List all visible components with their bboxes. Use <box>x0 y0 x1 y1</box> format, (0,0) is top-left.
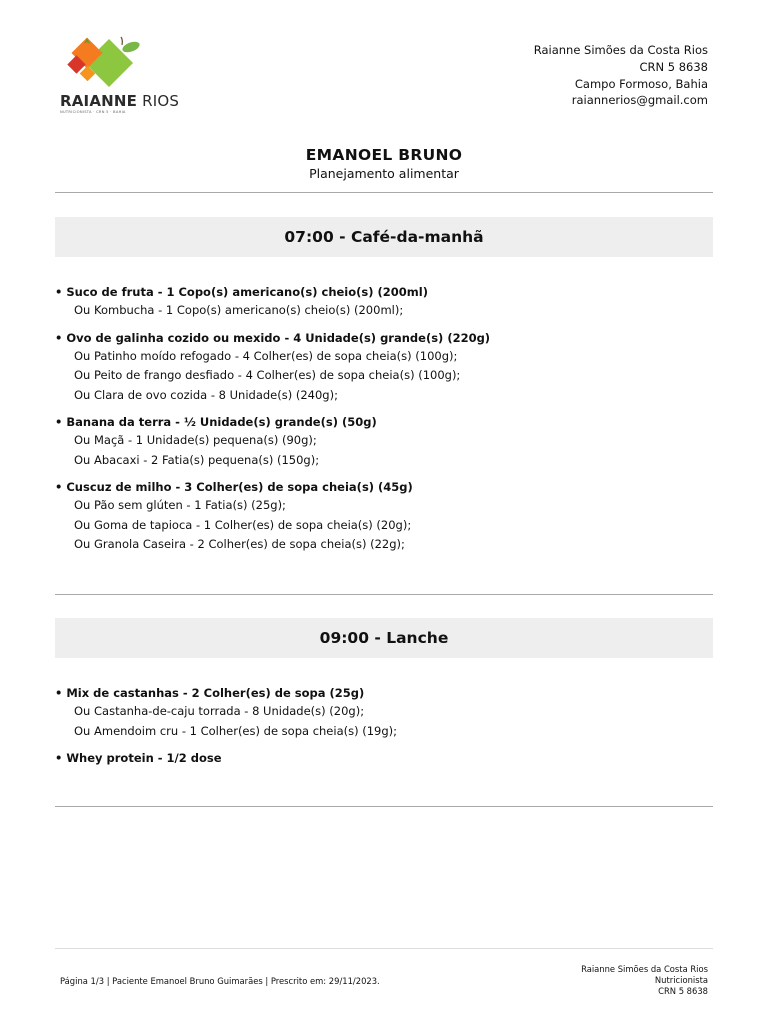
item-alternative: Ou Maçã - 1 Unidade(s) pequena(s) (90g); <box>74 433 317 447</box>
meal-header-breakfast: 07:00 - Café-da-manhã <box>55 217 713 257</box>
item-alternative: Ou Pão sem glúten - 1 Fatia(s) (25g); <box>74 498 286 512</box>
item-main: • Ovo de galinha cozido ou mexido - 4 Unidade(s) grande(s) (220g) <box>55 330 491 345</box>
item-alternative: Ou Abacaxi - 2 Fatia(s) pequena(s) (150g); <box>74 452 320 467</box>
footer-name: Raianne Simões da Costa Rios <box>581 964 708 974</box>
divider <box>55 192 713 193</box>
nutritionist-contact <box>534 42 708 109</box>
item-alternative: Ou Patinho moído refogado - 4 Colher(es) de sopa cheia(s) (100g); <box>74 348 458 363</box>
meal-item <box>55 283 715 321</box>
contact-email[interactable]: raiannerios@gmail.com <box>571 93 708 108</box>
footer-role: Nutricionista <box>654 975 708 985</box>
item-alternative: Ou Clara de ovo cozida - 8 Unidade(s) (240g); <box>74 387 338 402</box>
brand-logo <box>56 36 180 114</box>
item-main: • Mix de castanhas - 2 Colher(es) de sopa (25g) <box>55 686 365 700</box>
meal-item <box>55 478 715 555</box>
item-alternative: Ou Kombucha - 1 Copo(s) americano(s) cheio(s) (200ml); <box>74 303 404 317</box>
item-main: • Whey protein - 1/2 dose <box>55 751 222 765</box>
meal-items-breakfast <box>55 283 715 563</box>
meal-header-snack: 09:00 - Lanche <box>55 618 713 658</box>
footer-divider <box>55 948 713 949</box>
logo-mark-icon <box>56 36 156 94</box>
divider <box>55 806 713 807</box>
contact-name: Raianne Simões da Costa Rios <box>533 43 708 57</box>
meal-item <box>55 413 715 470</box>
plan-subtitle: Planejamento alimentar <box>309 166 459 181</box>
item-alternative: Ou Castanha-de-caju torrada - 8 Unidade(s) (20g); <box>74 704 365 718</box>
patient-name: EMANOEL BRUNO <box>305 146 463 164</box>
item-main: • Banana da terra - ½ Unidade(s) grande(s) (50g) <box>55 415 377 429</box>
footer-page-info: Página 1/3 | Paciente Emanoel Bruno Guimarães | Prescrito em: 29/11/2023. <box>60 976 380 986</box>
item-alternative: Ou Amendoim cru - 1 Colher(es) de sopa cheia(s) (19g); <box>74 723 398 738</box>
meal-item <box>55 749 715 767</box>
meal-item <box>55 684 715 741</box>
divider <box>55 594 713 595</box>
meal-items-snack <box>55 684 715 775</box>
item-alternative: Ou Goma de tapioca - 1 Colher(es) de sopa cheia(s) (20g); <box>74 517 412 532</box>
footer-crn: CRN 5 8638 <box>658 986 708 996</box>
patient-header <box>0 146 768 181</box>
logo-tagline: NUTRICIONISTA · CRN 5 · BAHIA <box>60 110 126 114</box>
footer-signature <box>581 964 708 997</box>
meal-item <box>55 329 715 406</box>
logo-wordmark: RAIANNE RIOS <box>60 92 180 110</box>
item-alternative: Ou Peito de frango desfiado - 4 Colher(es) de sopa cheia(s) (100g); <box>74 368 461 382</box>
item-main: • Suco de fruta - 1 Copo(s) americano(s) cheio(s) (200ml) <box>55 285 428 299</box>
item-alternative: Ou Granola Caseira - 2 Colher(es) de sopa cheia(s) (22g); <box>74 537 405 551</box>
contact-crn: CRN 5 8638 <box>639 59 708 74</box>
contact-city: Campo Formoso, Bahia <box>574 76 708 91</box>
item-main: • Cuscuz de milho - 3 Colher(es) de sopa cheia(s) (45g) <box>55 480 413 494</box>
